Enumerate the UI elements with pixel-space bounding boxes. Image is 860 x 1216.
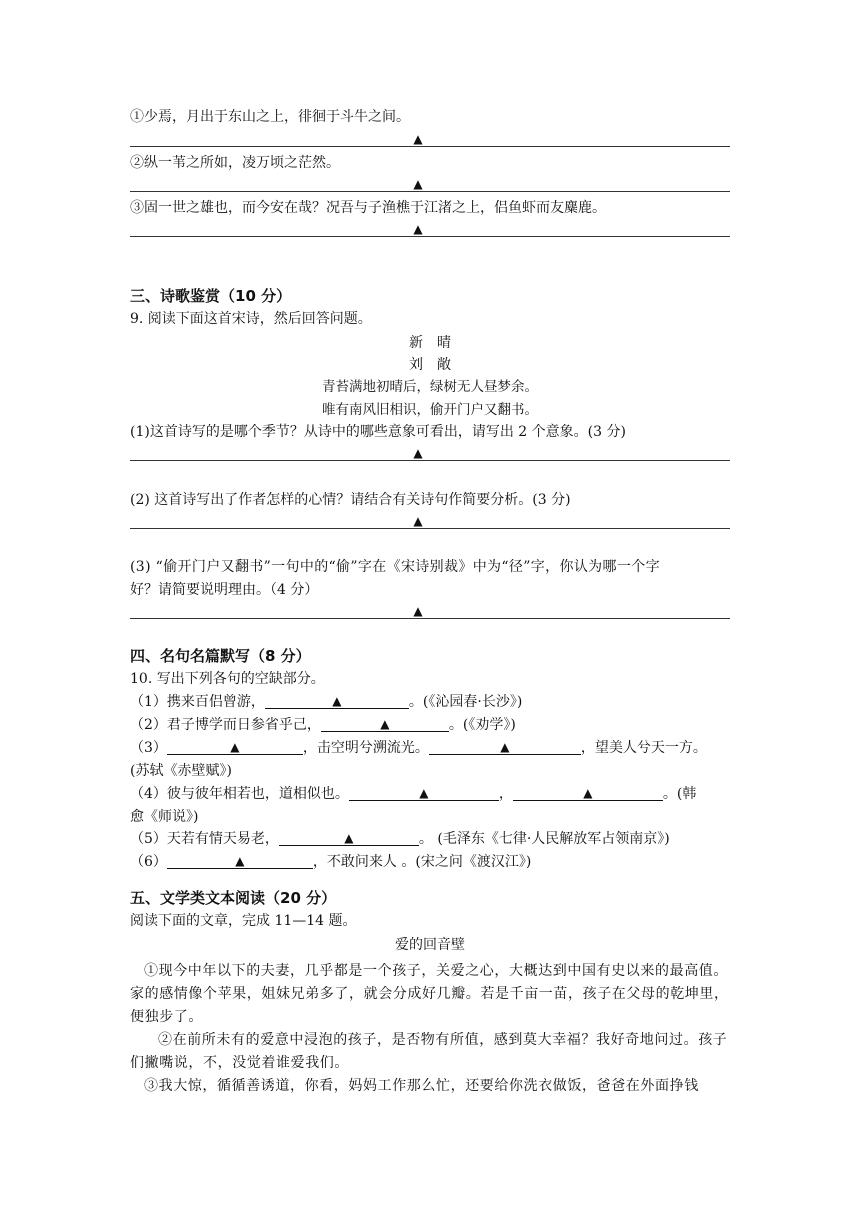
answer-mark: ▲ (413, 446, 423, 460)
fill-blank[interactable]: ▲ (513, 785, 663, 801)
article-paragraph-3: ③我大惊，循循善诱道，你看，妈妈工作那么忙，还要给你洗衣做饭，爸爸在外面挣钱 (144, 1078, 699, 1094)
poem-title: 新 晴 (409, 335, 451, 351)
answer-mark: ▲ (413, 177, 423, 191)
recitation-line-3-source: (苏轼《赤壁赋》) (130, 763, 232, 779)
question-9: 9. 阅读下面这首宋诗，然后回答问题。 (130, 311, 372, 327)
fill-blank[interactable]: ▲ (265, 693, 409, 709)
question-9-2: (2) 这首诗写出了作者怎样的心情？请结合有关诗句作简要分析。(3 分) (130, 492, 571, 508)
fill-blank[interactable]: ▲ (167, 853, 313, 869)
answer-mark: ▲ (413, 604, 423, 618)
answer-line[interactable] (130, 528, 730, 529)
answer-line[interactable] (130, 460, 730, 461)
question-9-1: (1)这首诗写的是哪个季节？从诗中的哪些意象可看出，请写出 2 个意象。(3 分) (130, 424, 626, 440)
answer-line[interactable] (130, 236, 730, 237)
translation-item-1: ①少焉，月出于东山之上，徘徊于斗牛之间。 (130, 109, 410, 125)
translation-item-2: ②纵一苇之所如，凌万顷之茫然。 (130, 155, 340, 171)
question-10: 10. 写出下列各句的空缺部分。 (130, 671, 325, 687)
question-9-3-line-2: 好？请简要说明理由。（4 分） (130, 582, 319, 598)
recitation-line-6: （6） ▲ ，不敢问来人 。(宋之问《渡汉江》) (130, 854, 532, 870)
recitation-line-4: （4）彼与彼年相若也，道相似也。 ▲ ， ▲ 。(韩 (130, 786, 697, 802)
answer-line[interactable] (130, 146, 730, 147)
answer-mark: ▲ (413, 514, 423, 528)
answer-line[interactable] (130, 618, 730, 619)
recitation-line-2: （2）君子博学而日参省乎己， ▲ 。(《劝学》) (130, 717, 516, 733)
recitation-line-4-source: 愈《师说》) (130, 809, 199, 825)
fill-blank[interactable]: ▲ (167, 739, 303, 755)
recitation-line-5: （5）天若有情天易老， ▲ 。 (毛泽东《七律·人民解放军占领南京》) (130, 831, 670, 847)
section-5-title: 五、文学类文本阅读（20 分） (130, 889, 337, 907)
poem-line-1: 青苔满地初晴后，绿树无人昼梦余。 (322, 379, 538, 395)
translation-item-3: ③固一世之雄也，而今安在哉？况吾与子渔樵于江渚之上，侣鱼虾而友麋鹿。 (130, 200, 606, 216)
poem-line-2: 唯有南风旧相识，偷开门户又翻书。 (322, 402, 538, 418)
fill-blank[interactable]: ▲ (349, 785, 499, 801)
answer-mark: ▲ (413, 222, 423, 236)
recitation-line-3: （3） ▲ ，击空明兮溯流光。 ▲ ，望美人兮天一方。 (130, 740, 707, 756)
answer-mark: ▲ (413, 132, 423, 146)
recitation-line-1: （1）携来百侣曾游， ▲ 。(《沁园春·长沙》) (130, 694, 523, 710)
fill-blank[interactable]: ▲ (279, 830, 419, 846)
poem-author: 刘 敞 (409, 357, 451, 373)
article-paragraph-2: ②在前所未有的爱意中浸泡的孩子，是否物有所值，感到莫大幸福？我好奇地问过。孩子们撇嘴说，不，没觉着谁爱我们。 (130, 1032, 728, 1071)
question-9-3-line-1: (3) “偷开门户又翻书”一句中的“偷”字在《宋诗别裁》中为“径”字，你认为哪一个字 (130, 559, 660, 575)
section-5-intro: 阅读下面的文章，完成 11—14 题。 (130, 913, 357, 929)
fill-blank[interactable]: ▲ (429, 739, 581, 755)
article-title: 爱的回音壁 (395, 937, 465, 953)
section-4-title: 四、名句名篇默写（8 分） (130, 647, 311, 665)
article-paragraph-1: ①现今中年以下的夫妻，几乎都是一个孩子，关爱之心，大概达到中国有史以来的最高值。家的感情像个苹果，姐妹兄弟多了，就会分成好几瓣。若是千亩一苗，孩子在父母的乾坤里，便独步了。 (130, 963, 729, 1025)
answer-line[interactable] (130, 191, 730, 192)
fill-blank[interactable]: ▲ (321, 716, 449, 732)
section-3-title: 三、诗歌鉴赏（10 分） (130, 287, 292, 305)
